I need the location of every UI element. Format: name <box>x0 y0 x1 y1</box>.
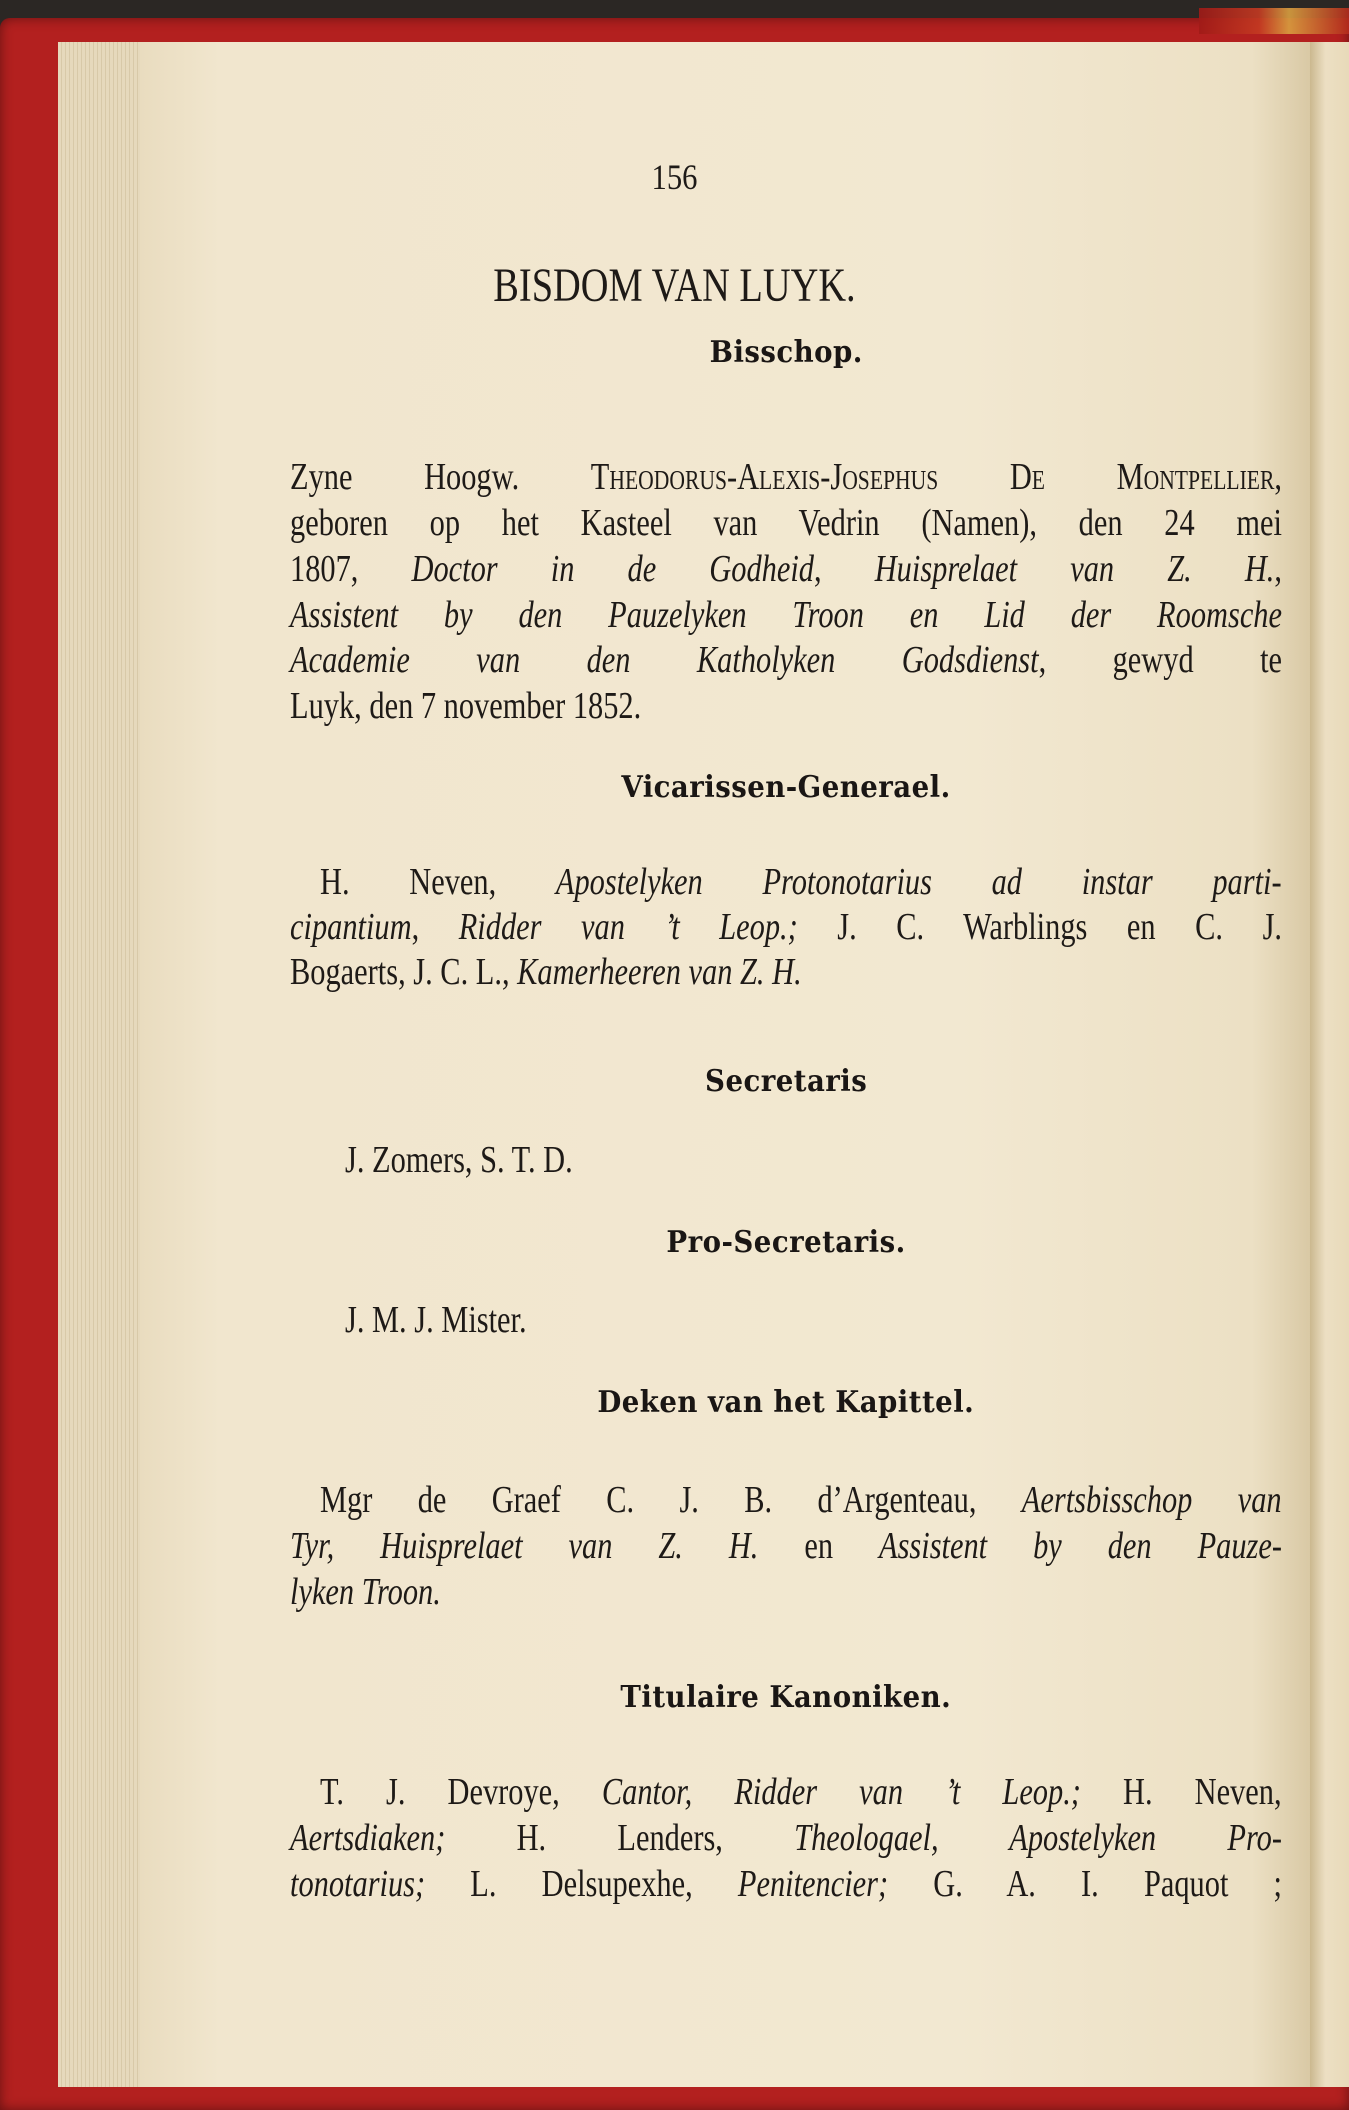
italic-text: Aertsbisschop van <box>1021 1479 1282 1521</box>
gilt-spine-edge <box>1199 8 1349 34</box>
page-number: 156 <box>651 157 698 197</box>
section-heading <box>290 335 1282 370</box>
italic-text: Kamerheeren van Z. H. <box>517 951 802 993</box>
text-segment: J. M. J. Mister. <box>345 1299 527 1341</box>
italic-text: cipantium <box>290 906 412 948</box>
italic-text: Cantor, Ridder van ’t Leop.; <box>601 1771 1081 1813</box>
text-line <box>345 1298 1282 1344</box>
text-line <box>320 860 1282 906</box>
section-heading-text: Bisschop. <box>709 335 863 370</box>
text-segment: J. C. Warblings en C. J. <box>797 906 1282 948</box>
text-line <box>290 455 1282 501</box>
text-segment: , gewyd te <box>1038 639 1283 681</box>
text-line <box>290 950 1282 996</box>
text-line <box>290 1570 1282 1616</box>
italic-text: Assistent by den Pauze- <box>879 1525 1282 1567</box>
italic-text: Aertsdiaken; <box>290 1817 446 1859</box>
text-line <box>290 1816 1282 1862</box>
italic-text: lyken Troon. <box>290 1571 441 1613</box>
text-segment: , <box>814 548 875 590</box>
section-heading-text: Titulaire Kanoniken. <box>620 1680 952 1715</box>
text-segment: 1807, <box>290 548 412 590</box>
text-line <box>320 1770 1282 1816</box>
text-segment: G. A. I. Paquot ; <box>888 1863 1282 1905</box>
text-segment: H. Lenders, <box>445 1817 795 1859</box>
text-line <box>290 684 1282 730</box>
italic-text: Doctor in de Godheid <box>411 548 814 590</box>
text-segment: geboren op het Kasteel van Vedrin (Namen), den 24 mei <box>290 502 1282 544</box>
text-line <box>320 1478 1282 1524</box>
text-segment: Mgr de Graef C. J. B. d’Argenteau, <box>320 1479 1022 1521</box>
section-heading <box>290 1225 1282 1260</box>
text-line <box>345 1138 1282 1184</box>
text-segment: Zyne Hoogw. <box>290 456 591 498</box>
text-segment: , <box>1274 548 1283 590</box>
text-line <box>290 547 1282 593</box>
text-line <box>290 1862 1282 1908</box>
page-title <box>0 258 1349 313</box>
text-segment: H. Neven, <box>320 861 556 903</box>
section-heading-text: Secretaris <box>704 1064 868 1099</box>
text-segment: , <box>1274 456 1282 498</box>
facing-page-edge <box>1310 42 1349 2087</box>
text-segment: , <box>411 906 459 948</box>
section-heading <box>290 1680 1282 1715</box>
text-segment: H. Neven, <box>1080 1771 1282 1813</box>
page-title-text: BISDOM VAN LUYK. <box>493 259 856 312</box>
section-heading-text: Pro-Secretaris. <box>666 1225 906 1260</box>
text-segment: en <box>758 1525 880 1567</box>
text-line <box>290 593 1282 639</box>
italic-text: tonotarius; <box>290 1863 426 1905</box>
text-line <box>290 501 1282 547</box>
text-segment: Luyk, den 7 november 1852. <box>290 685 642 727</box>
section-heading <box>290 770 1282 805</box>
page-edges <box>58 42 148 2087</box>
text-segment: T. J. Devroye, <box>320 1771 602 1813</box>
italic-text: Huisprelaet van Z. H. <box>874 548 1275 590</box>
text-line <box>290 1524 1282 1570</box>
text-line <box>290 905 1282 951</box>
section-heading-text: Vicarissen-Generael. <box>621 770 951 805</box>
italic-text: Theologael, Apostelyken Pro- <box>794 1817 1282 1859</box>
small-caps-name: Theodorus-Alexis-Josephus De Montpellier <box>590 456 1275 498</box>
section-heading-text: Deken van het Kapittel. <box>597 1385 975 1420</box>
italic-text: Apostelyken Protonotarius ad instar parti- <box>555 861 1282 903</box>
italic-text: Academie van den Katholyken Godsdienst <box>290 639 1039 681</box>
italic-text: Assistent by den Pauzelyken Troon en Lid der Roomsche <box>290 594 1282 636</box>
text-segment: Bogaerts, J. C. L., <box>290 951 518 993</box>
section-heading <box>290 1385 1282 1420</box>
italic-text: Penitencier; <box>737 1863 889 1905</box>
italic-text: Tyr, Huisprelaet van Z. H. <box>290 1525 759 1567</box>
text-segment: J. Zomers, S. T. D. <box>345 1139 573 1181</box>
section-heading <box>290 1064 1282 1099</box>
text-line <box>290 638 1282 684</box>
text-segment: L. Delsupexhe, <box>425 1863 738 1905</box>
italic-text: Ridder van ’t Leop.; <box>458 906 798 948</box>
